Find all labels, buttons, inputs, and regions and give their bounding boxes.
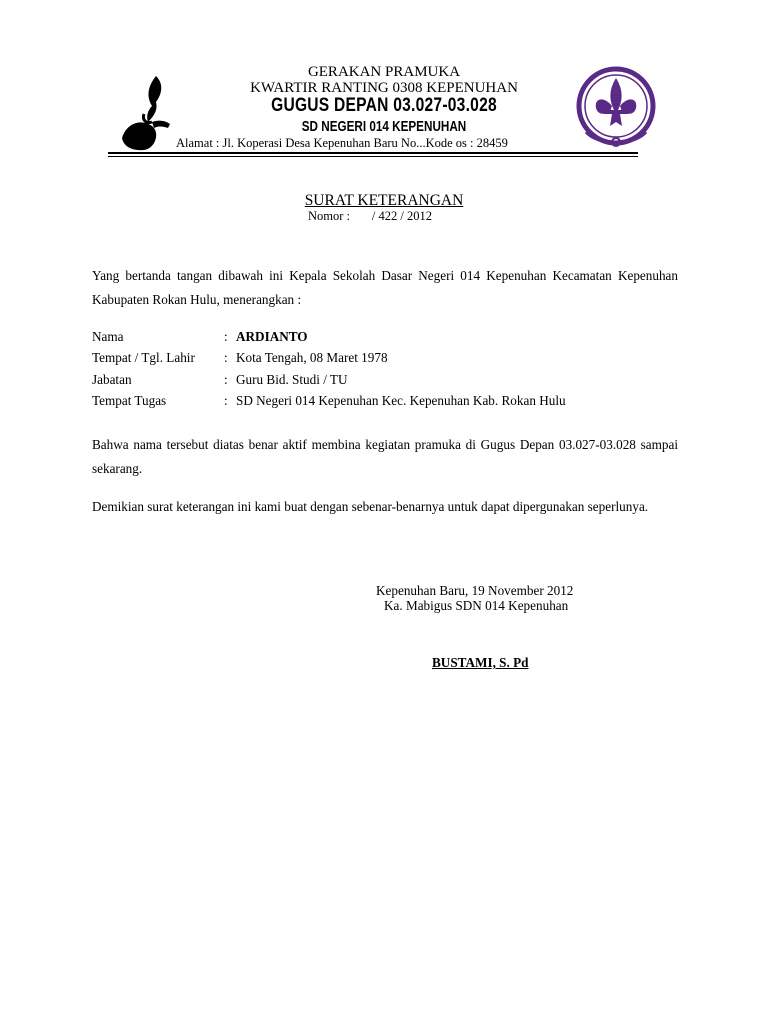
field-colon: : xyxy=(224,393,228,408)
letter-title: SURAT KETERANGAN xyxy=(304,192,464,209)
field-colon: : xyxy=(224,350,228,365)
field-colon: : xyxy=(224,329,228,344)
letterhead-school: SD NEGERI 014 KEPENUHAN xyxy=(301,118,467,135)
field-label-nama: Nama xyxy=(92,329,124,344)
tunas-kelapa-logo-icon xyxy=(118,72,178,152)
signatory-name: BUSTAMI, S. Pd xyxy=(432,655,529,670)
signatory-position: Ka. Mabigus SDN 014 Kepenuhan xyxy=(384,598,569,613)
field-label-ttl: Tempat / Tgl. Lahir xyxy=(92,350,195,365)
letter-number: Nomor : / 422 / 2012 xyxy=(308,209,432,223)
field-label-jabatan: Jabatan xyxy=(92,372,132,387)
field-value-nama: ARDIANTO xyxy=(236,329,308,344)
statement-paragraph: Bahwa nama tersebut diatas benar aktif membina kegiatan pramuka di Gugus Depan 03.027-03.028 sampai sekarang. xyxy=(92,437,678,476)
place-date: Kepenuhan Baru, 19 November 2012 xyxy=(376,583,574,598)
letterhead-divider xyxy=(108,152,638,154)
field-value-ttl: Kota Tengah, 08 Maret 1978 xyxy=(236,350,388,365)
letterhead-address: Alamat : Jl. Koperasi Desa Kepenuhan Baru No...Kode os : 28459 xyxy=(176,136,508,150)
field-value-tempat-tugas: SD Negeri 014 Kepenuhan Kec. Kepenuhan Kab. Rokan Hulu xyxy=(236,393,566,408)
closing-paragraph: Demikian surat keterangan ini kami buat dengan sebenar-benarnya untuk dapat dipergunakan seperlunya. xyxy=(92,499,649,514)
field-colon: : xyxy=(224,372,228,387)
field-value-jabatan: Guru Bid. Studi / TU xyxy=(236,372,348,387)
letterhead-divider-thin xyxy=(108,156,638,157)
letterhead-org: GERAKAN PRAMUKA xyxy=(307,64,461,80)
intro-paragraph: Yang bertanda tangan dibawah ini Kepala Sekolah Dasar Negeri 014 Kepenuhan Kecamatan Kepenuhan Kabupaten Rokan Hulu, menerangkan : xyxy=(92,268,678,307)
field-label-tempat-tugas: Tempat Tugas xyxy=(92,393,167,408)
letterhead-gugus-depan: GUGUS DEPAN 03.027-03.028 xyxy=(271,95,497,116)
letterhead-branch: KWARTIR RANTING 0308 KEPENUHAN xyxy=(250,80,518,96)
